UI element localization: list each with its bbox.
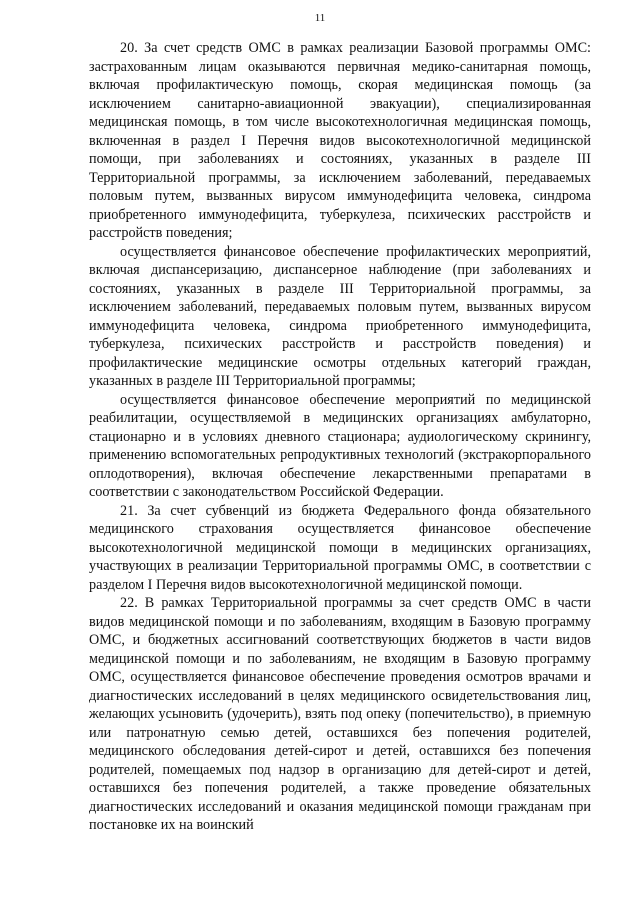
document-body: [89, 39, 591, 835]
paragraph-prophylaxis: осуществляется финансовое обеспечение профилактических мероприятий, включая диспансеризацию, диспансерное наблюдение (при заболеваниях и состояниях, указанных в разделе III Территориальной программы, за исключением заболеваний, передаваемых половым путем, вызванных вирусом иммунодефицита человека, синдрома приобретенного иммунодефицита, туберкулеза, психических расстройств и расстройств поведения) и профилактические медицинские осмотры отдельных категорий граждан, указанных в разделе III Территориальной программы;: [89, 243, 591, 389]
paragraph-20: 20. За счет средств ОМС в рамках реализации Базовой программы ОМС: застрахованным лицам оказываются первичная медико-санитарная помощь, включая профилактическую помощь, скорая медицинская помощь (за исключением санитарно-авиационной эвакуации), специализированная медицинская помощь, в том числе высокотехнологичная медицинская помощь, включенная в раздел I Перечня видов высокотехнологичной медицинской помощи, при заболеваниях и состояниях, указанных в разделе III Территориальной программы, за исключением заболеваний, передаваемых половым путем, вызванных вирусом иммунодефицита человека, синдрома приобретенного иммунодефицита, туберкулеза, психических расстройств и расстройств поведения;: [89, 40, 591, 241]
page-number: 11: [314, 12, 326, 24]
paragraph-22: 22. В рамках Территориальной программы за счет средств ОМС в части видов медицинской помощи и по заболеваниям, входящим в Базовую программу ОМС, и бюджетных ассигнований соответствующих бюджетов в части видов медицинской помощи и по заболеваниям, не входящим в Базовую программу ОМС, осуществляется финансовое обеспечение проведения осмотров врачами и диагностических исследований в целях медицинского освидетельствования лиц, желающих усыновить (удочерить), взять под опеку (попечительство), в приемную или патронатную семью детей, оставшихся без попечения родителей, медицинского обследования детей-сирот и детей, оставшихся без попечения родителей, помещаемых под надзор в организацию для детей-сирот и детей, оставшихся без попечения родителей, а также проведение обязательных диагностических исследований и оказания медицинской помощи гражданам при постановке их на воинский: [89, 595, 591, 833]
paragraph-21: 21. За счет субвенций из бюджета Федерального фонда обязательного медицинского страхования осуществляется финансовое обеспечение высокотехнологичной медицинской помощи в медицинских организациях, участвующих в реализации Территориальной программы ОМС, в соответствии с разделом I Перечня видов высокотехнологичной медицинской помощи.: [89, 502, 591, 593]
paragraph-rehabilitation: осуществляется финансовое обеспечение мероприятий по медицинской реабилитации, осуществляемой в медицинских организациях амбулаторно, стационарно и в условиях дневного стационара; аудиологическому скринингу, применению вспомогательных репродуктивных технологий (экстракорпорального оплодотворения), включая обеспечение лекарственными препаратами в соответствии с законодательством Российской Федерации.: [89, 391, 591, 500]
